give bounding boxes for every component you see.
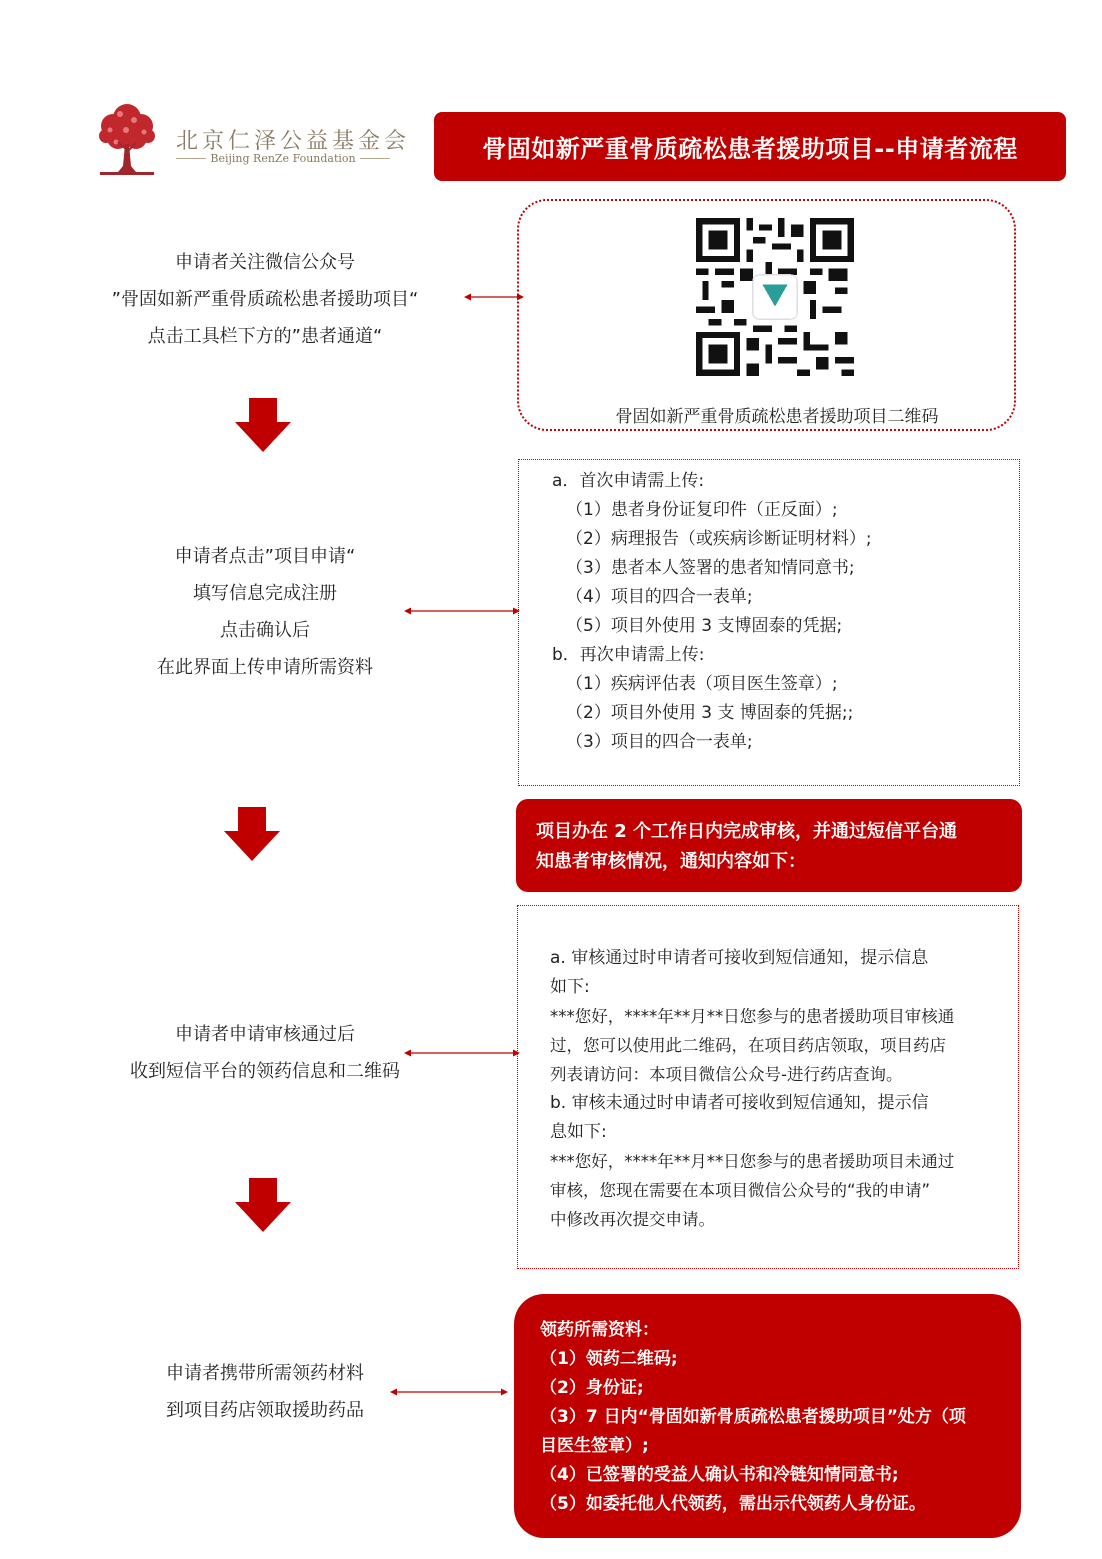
sms-a-message: 过，您可以使用此二维码，在项目药店领取，项目药店 bbox=[550, 1036, 946, 1055]
review-notice-banner bbox=[516, 799, 1022, 892]
docs-b-item: （2）项目外使用 3 支 博固泰的凭据;; bbox=[566, 703, 854, 723]
pickup-item: （4）已签署的受益人确认书和冷链知情同意书; bbox=[540, 1465, 899, 1485]
review-line: 项目办在 2 个工作日内完成审核，并通过短信平台通 bbox=[536, 821, 958, 842]
qr-code-icon bbox=[696, 218, 854, 376]
pickup-item: （1）领药二维码; bbox=[540, 1349, 678, 1369]
pickup-item: （2）身份证; bbox=[540, 1378, 644, 1398]
org-name-en-text: Beijing RenZe Foundation bbox=[210, 152, 356, 165]
step1-line: 申请者关注微信公众号 bbox=[175, 252, 355, 273]
sms-b-message: 审核，您现在需要在本项目微信公众号的“我的申请” bbox=[550, 1181, 931, 1200]
step4-line: 申请者携带所需领药材料 bbox=[166, 1363, 364, 1384]
review-line: 知患者审核情况，通知内容如下： bbox=[536, 851, 806, 872]
pickup-requirements-box bbox=[514, 1294, 1021, 1538]
sms-notice-text bbox=[550, 944, 995, 1234]
step2-line: 填写信息完成注册 bbox=[193, 583, 337, 604]
docs-a-item: （4）项目的四合一表单; bbox=[566, 587, 753, 607]
qr-caption: 骨固如新严重骨质疏松患者援助项目二维码 bbox=[615, 407, 939, 427]
step1-line: 点击工具栏下方的”患者通道“ bbox=[147, 326, 383, 347]
step4-line: 到项目药店领取援助药品 bbox=[166, 1400, 364, 1421]
down-arrow-icon bbox=[224, 807, 280, 861]
docs-a-item: （2）病理报告（或疾病诊断证明材料）; bbox=[566, 529, 872, 549]
step3-line: 申请者申请审核通过后 bbox=[175, 1024, 355, 1045]
step2-line: 点击确认后 bbox=[220, 620, 310, 641]
org-name-en bbox=[176, 152, 390, 165]
page-title: 骨固如新严重骨质疏松患者援助项目--申请者流程 bbox=[434, 112, 1066, 181]
pickup-heading: 领药所需资料： bbox=[540, 1320, 659, 1340]
docs-a-item: （5）项目外使用 3 支博固泰的凭据; bbox=[566, 616, 843, 636]
step2-line: 在此界面上传申请所需资料 bbox=[157, 657, 373, 678]
foundation-logo-tree-icon bbox=[96, 100, 158, 178]
docs-a-item: （1）患者身份证复印件（正反面）; bbox=[566, 500, 838, 520]
sms-b-line: 息如下: bbox=[550, 1122, 607, 1142]
sms-a-line: 如下: bbox=[550, 977, 590, 997]
sms-b-message: 中修改再次提交申请。 bbox=[550, 1210, 715, 1229]
down-arrow-icon bbox=[235, 398, 291, 452]
step3-link-arrow-icon bbox=[404, 1047, 520, 1059]
down-arrow-icon bbox=[235, 1178, 291, 1232]
step2-link-arrow-icon bbox=[404, 605, 520, 617]
step1-text bbox=[60, 244, 470, 355]
step4-link-arrow-icon bbox=[390, 1386, 508, 1398]
sms-a-message: ***您好，****年**月**日您参与的患者援助项目审核通 bbox=[550, 1007, 955, 1026]
step1-link-arrow-icon bbox=[464, 291, 524, 303]
docs-b-item: （1）疾病评估表（项目医生签章）; bbox=[566, 674, 838, 694]
org-name-cn: 北京仁泽公益基金会 bbox=[176, 129, 411, 154]
step1-line: ”骨固如新严重骨质疏松患者援助项目“ bbox=[111, 289, 419, 310]
upload-docs-list bbox=[552, 467, 872, 757]
step3-line: 收到短信平台的领药信息和二维码 bbox=[130, 1061, 400, 1082]
docs-b-heading: b．再次申请需上传: bbox=[552, 645, 705, 665]
sms-b-line: b. 审核未通过时申请者可接收到短信通知，提示信 bbox=[550, 1093, 929, 1113]
sms-a-line: a. 审核通过时申请者可接收到短信通知，提示信息 bbox=[550, 948, 929, 968]
sms-b-message: ***您好，****年**月**日您参与的患者援助项目未通过 bbox=[550, 1152, 955, 1171]
pickup-item: （5）如委托他人代领药，需出示代领药人身份证。 bbox=[540, 1494, 926, 1514]
docs-b-item: （3）项目的四合一表单; bbox=[566, 732, 753, 752]
step2-line: 申请者点击”项目申请“ bbox=[174, 546, 356, 567]
docs-a-heading: a．首次申请需上传: bbox=[552, 471, 705, 491]
pickup-item: 目医生签章）; bbox=[540, 1436, 649, 1456]
pickup-item: （3）7 日内“骨固如新骨质疏松患者援助项目”处方（项 bbox=[540, 1407, 966, 1427]
sms-a-message: 列表请访问：本项目微信公众号-进行药店查询。 bbox=[550, 1065, 903, 1084]
docs-a-item: （3）患者本人签署的患者知情同意书; bbox=[566, 558, 855, 578]
